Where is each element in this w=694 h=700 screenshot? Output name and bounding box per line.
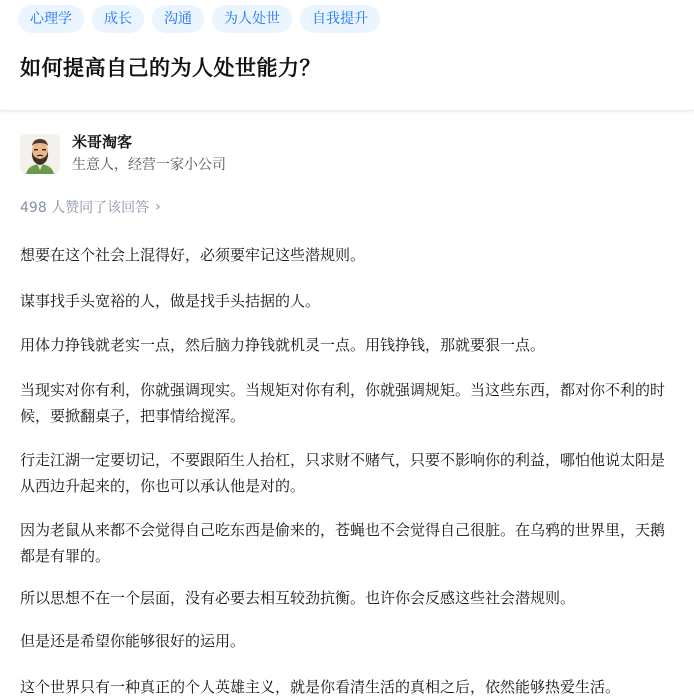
answer-paragraph: 因为老鼠从来都不会觉得自己吃东西是偷来的，苍蝇也不会觉得自己很脏。在乌鸦的世界里，天鹅都是有罪的。 bbox=[20, 521, 666, 565]
vote-count-text: 498 人赞同了该回答 bbox=[20, 200, 150, 216]
topic-tag-growth[interactable]: 成长 bbox=[92, 5, 144, 33]
answer-paragraph: 所以思想不在一个层面，没有必要去相互较劲抗衡。也许你会反感这些社会潜规则。 bbox=[20, 589, 576, 607]
author-name[interactable]: 米哥淘客 bbox=[72, 133, 133, 151]
answer-paragraph: 想要在这个社会上混得好，必须要牢记这些潜规则。 bbox=[20, 246, 366, 264]
topic-tag-self-improvement[interactable]: 自我提升 bbox=[300, 5, 380, 33]
topic-tag-communication[interactable]: 沟通 bbox=[152, 5, 204, 33]
vote-count-link[interactable] bbox=[20, 197, 161, 217]
answer-paragraph: 用体力挣钱就老实一点，然后脑力挣钱就机灵一点。用钱挣钱，那就要狠一点。 bbox=[20, 336, 546, 354]
bearded-man-avatar-icon bbox=[20, 134, 60, 174]
question-header bbox=[0, 0, 694, 111]
topic-tag-psychology[interactable]: 心理学 bbox=[18, 5, 84, 33]
question-title[interactable]: 如何提高自己的为人处世能力？ bbox=[20, 56, 321, 80]
author-info bbox=[72, 132, 226, 175]
answer-paragraph: 谋事找手头宽裕的人，做是找手头拮据的人。 bbox=[20, 292, 321, 310]
answer-paragraph: 但是还是希望你能够很好的运用。 bbox=[20, 632, 246, 650]
answer-paragraph: 行走江湖一定要切记，不要跟陌生人抬杠，只求财不赌气，只要不影响你的利益，哪怕他说太阳是从西边升起来的，你也可以承认他是对的。 bbox=[20, 451, 666, 495]
topic-tag-social-skills[interactable]: 为人处世 bbox=[212, 5, 292, 33]
author-bio: 生意人，经营一家小公司 bbox=[72, 157, 226, 173]
answer-paragraph: 当现实对你有利，你就强调现实。当规矩对你有利，你就强调规矩。当这些东西，都对你不利的时候，要掀翻桌子，把事情给搅浑。 bbox=[20, 381, 666, 425]
avatar[interactable] bbox=[20, 134, 60, 174]
author-card bbox=[20, 132, 226, 175]
chevron-right-icon: › bbox=[155, 199, 161, 215]
answer-paragraph: 这个世界只有一种真正的个人英雄主义，就是你看清生活的真相之后，依然能够热爱生活。 bbox=[20, 678, 621, 696]
topic-list bbox=[18, 5, 380, 33]
